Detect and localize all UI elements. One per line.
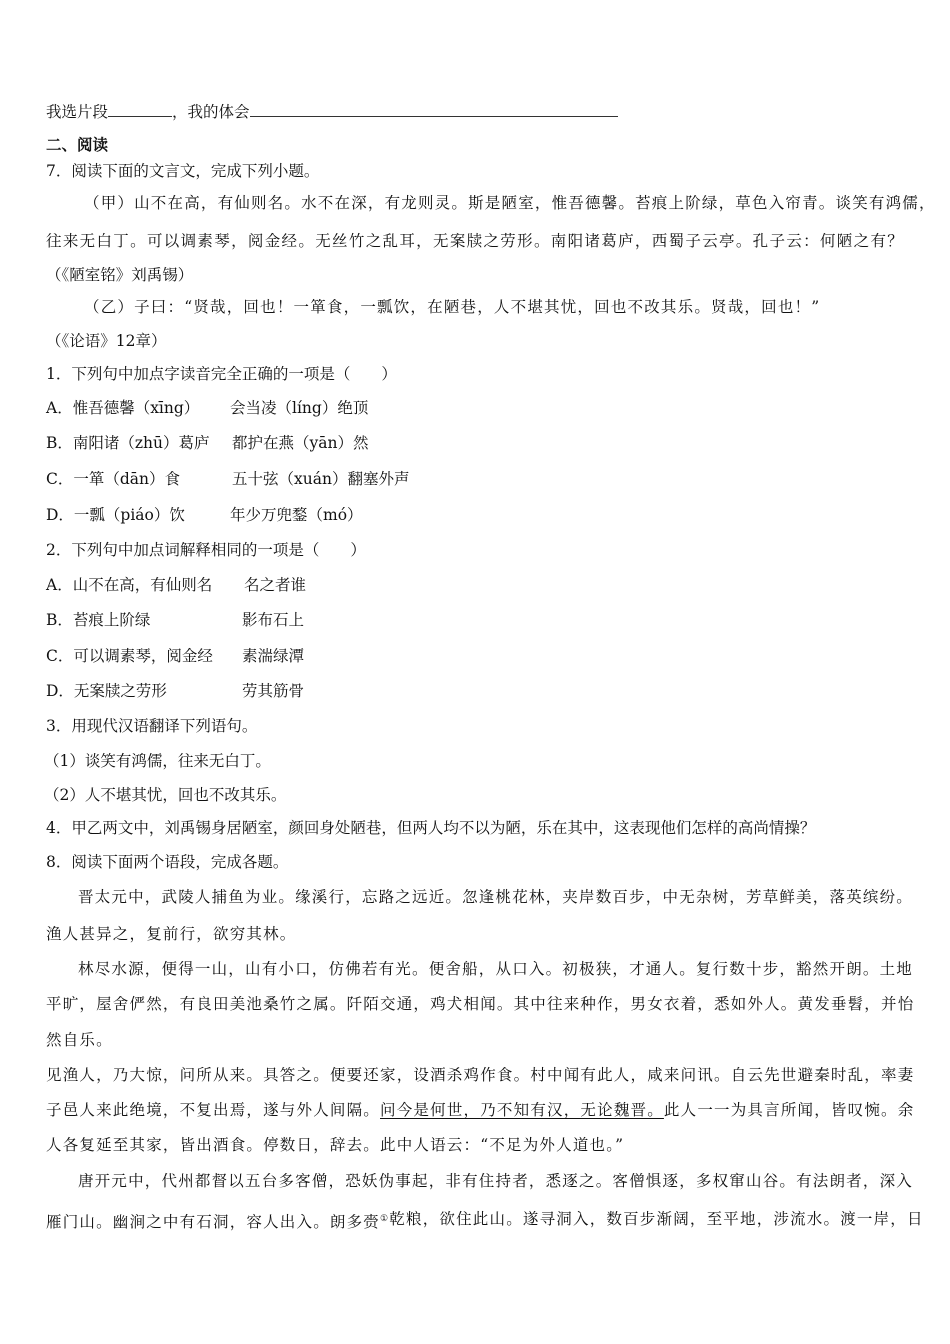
q7-sub1-option-b[interactable]: [46, 432, 210, 454]
q8-p3-line1: 见渔人，乃大惊，问所从来。具答之。便要还家，设酒杀鸡作食。村中闻有此人，咸来问讯。自云先世避秦时乱，率妻: [46, 1066, 915, 1084]
q7-sub3-question: 3．用现代汉语翻译下列语句。: [46, 717, 258, 735]
q7-yi-source: （《论语》12章）: [46, 332, 167, 350]
q8-p4-line1: 唐开元中，代州都督以五台多客僧，恐妖伪事起，非有住持者，悉逐之。客僧惧逐，多权窜山谷。有法朗者，深入: [78, 1172, 914, 1190]
q8-p4-line2: [46, 1208, 924, 1233]
q7-sub2-option-d[interactable]: [46, 680, 167, 702]
q7-jia-line1: （甲）山不在高，有仙则名。水不在深，有龙则灵。斯是陋室，惟吾德馨。苔痕上阶绿，草色入帘青。谈笑有鸿儒，: [84, 194, 936, 212]
q7-sub2-option-b[interactable]: [46, 609, 150, 631]
fragment-blank[interactable]: [108, 102, 172, 117]
fill-middle: ，我的体会: [172, 103, 250, 121]
q8-p3-line2: [46, 1099, 915, 1121]
q7-sub2-option-b-pair: 影布石上: [242, 611, 305, 629]
q7-sub4-question: 4．甲乙两文中，刘禹锡身居陋室，颜回身处陋巷，但两人均不以为陋，乐在其中，这表现他们怎样的高尚情操？: [46, 819, 816, 837]
q7-sub2-option-a[interactable]: [46, 574, 212, 596]
option-text: D．无案牍之劳形: [46, 682, 167, 700]
option-text: D．一瓢（piáo）饮: [46, 506, 185, 524]
fill-prefix: 我选片段: [46, 103, 109, 121]
reflection-blank[interactable]: [250, 102, 618, 117]
q7-sub1-option-a-pair: 会当凌（líng）绝顶: [230, 399, 369, 417]
option-text: A．山不在高，有仙则名: [46, 576, 213, 594]
q7-sub1-question: 1．下列句中加点字读音完全正确的一项是（ ）: [46, 365, 397, 383]
q7-sub2-option-a-pair: 名之者谁: [244, 576, 307, 594]
q7-sub2-question: 2．下列句中加点词解释相同的一项是（ ）: [46, 541, 366, 559]
q8-underlined-sentence: 问今是何世，乃不知有汉，无论魏晋。: [380, 1101, 664, 1119]
q7-sub2-option-c[interactable]: [46, 645, 213, 667]
q7-sub3-item-2: （2）人不堪其忧，回也不改其乐。: [44, 786, 287, 804]
q8-p1-line1: 晋太元中，武陵人捕鱼为业。缘溪行，忘路之远近。忽逢桃花林，夹岸数百步，中无杂树，芳草鲜美，落英缤纷。: [78, 888, 914, 906]
q8-p2-line2: 平旷，屋舍俨然，有良田美池桑竹之属。阡陌交通，鸡犬相闻。其中往来种作，男女衣着，悉如外人。黄发垂髫，并怡: [46, 995, 915, 1013]
q7-sub1-option-c[interactable]: [46, 468, 180, 490]
q7-sub1-option-d-pair: 年少万兜鍪（mó）: [230, 506, 363, 524]
q8-p4-line2-end: 乾粮，欲住此山。遂寻洞入，数百步渐阔，至平地，涉流水。渡一岸，日: [389, 1210, 924, 1228]
q8-p3-line2-start: 子邑人来此绝境，不复出焉，遂与外人间隔。: [46, 1101, 381, 1119]
q7-yi-line1: （乙）子曰：“贤哉，回也！一箪食，一瓢饮，在陋巷，人不堪其忧，回也不改其乐。贤哉，回也！”: [84, 298, 821, 316]
q7-sub1-option-a[interactable]: [46, 397, 199, 419]
option-text: C．一箪（dān）食: [46, 470, 181, 488]
q8-p2-line1: 林尽水源，便得一山，山有小口，仿佛若有光。便舍船，从口入。初极狭，才通人。复行数十步，豁然开朗。土地: [78, 960, 914, 978]
q7-jia-line2: 往来无白丁。可以调素琴，阅金经。无丝竹之乱耳，无案牍之劳形。南阳诸葛庐，西蜀子云亭。孔子云：何陋之有？: [46, 232, 904, 250]
q8-p2-line3: 然自乐。: [46, 1031, 113, 1049]
option-text: B．苔痕上阶绿: [46, 611, 151, 629]
option-text: C．可以调素琴，阅金经: [46, 647, 213, 665]
fill-in-line: [46, 101, 618, 123]
q8-p3-line3: 人各复延至其家，皆出酒食。停数日，辞去。此中人语云：“不足为外人道也。”: [46, 1136, 625, 1154]
q7-sub1-option-b-pair: 都护在燕（yān）然: [232, 434, 369, 452]
q7-sub2-option-c-pair: 素湍绿潭: [242, 647, 305, 665]
q7-jia-source: （《陋室铭》刘禹锡）: [46, 266, 194, 284]
q7-sub3-item-1: （1）谈笑有鸿儒，往来无白丁。: [44, 752, 271, 770]
footnote-marker[interactable]: ①: [380, 1214, 390, 1224]
q8-p4-line2-start: 雁门山。幽涧之中有石洞，容人出入。朗多赍: [46, 1213, 381, 1232]
q7-sub1-option-c-pair: 五十弦（xuán）翻塞外声: [232, 470, 410, 488]
q7-sub2-option-d-pair: 劳其筋骨: [242, 682, 305, 700]
option-text: B．南阳诸（zhū）葛庐: [46, 434, 210, 452]
q7-sub1-option-d[interactable]: [46, 504, 185, 526]
q7-intro: 7．阅读下面的文言文，完成下列小题。: [46, 162, 320, 180]
q8-p3-line2-end: 此人一一为具言所闻，皆叹惋。余: [663, 1101, 915, 1119]
option-text: A．惟吾德馨（xīng）: [46, 399, 200, 417]
section-title: 二、阅读: [46, 136, 109, 154]
q8-p1-line2: 渔人甚异之，复前行，欲穷其林。: [46, 925, 297, 943]
q8-intro: 8．阅读下面两个语段，完成各题。: [46, 853, 289, 871]
